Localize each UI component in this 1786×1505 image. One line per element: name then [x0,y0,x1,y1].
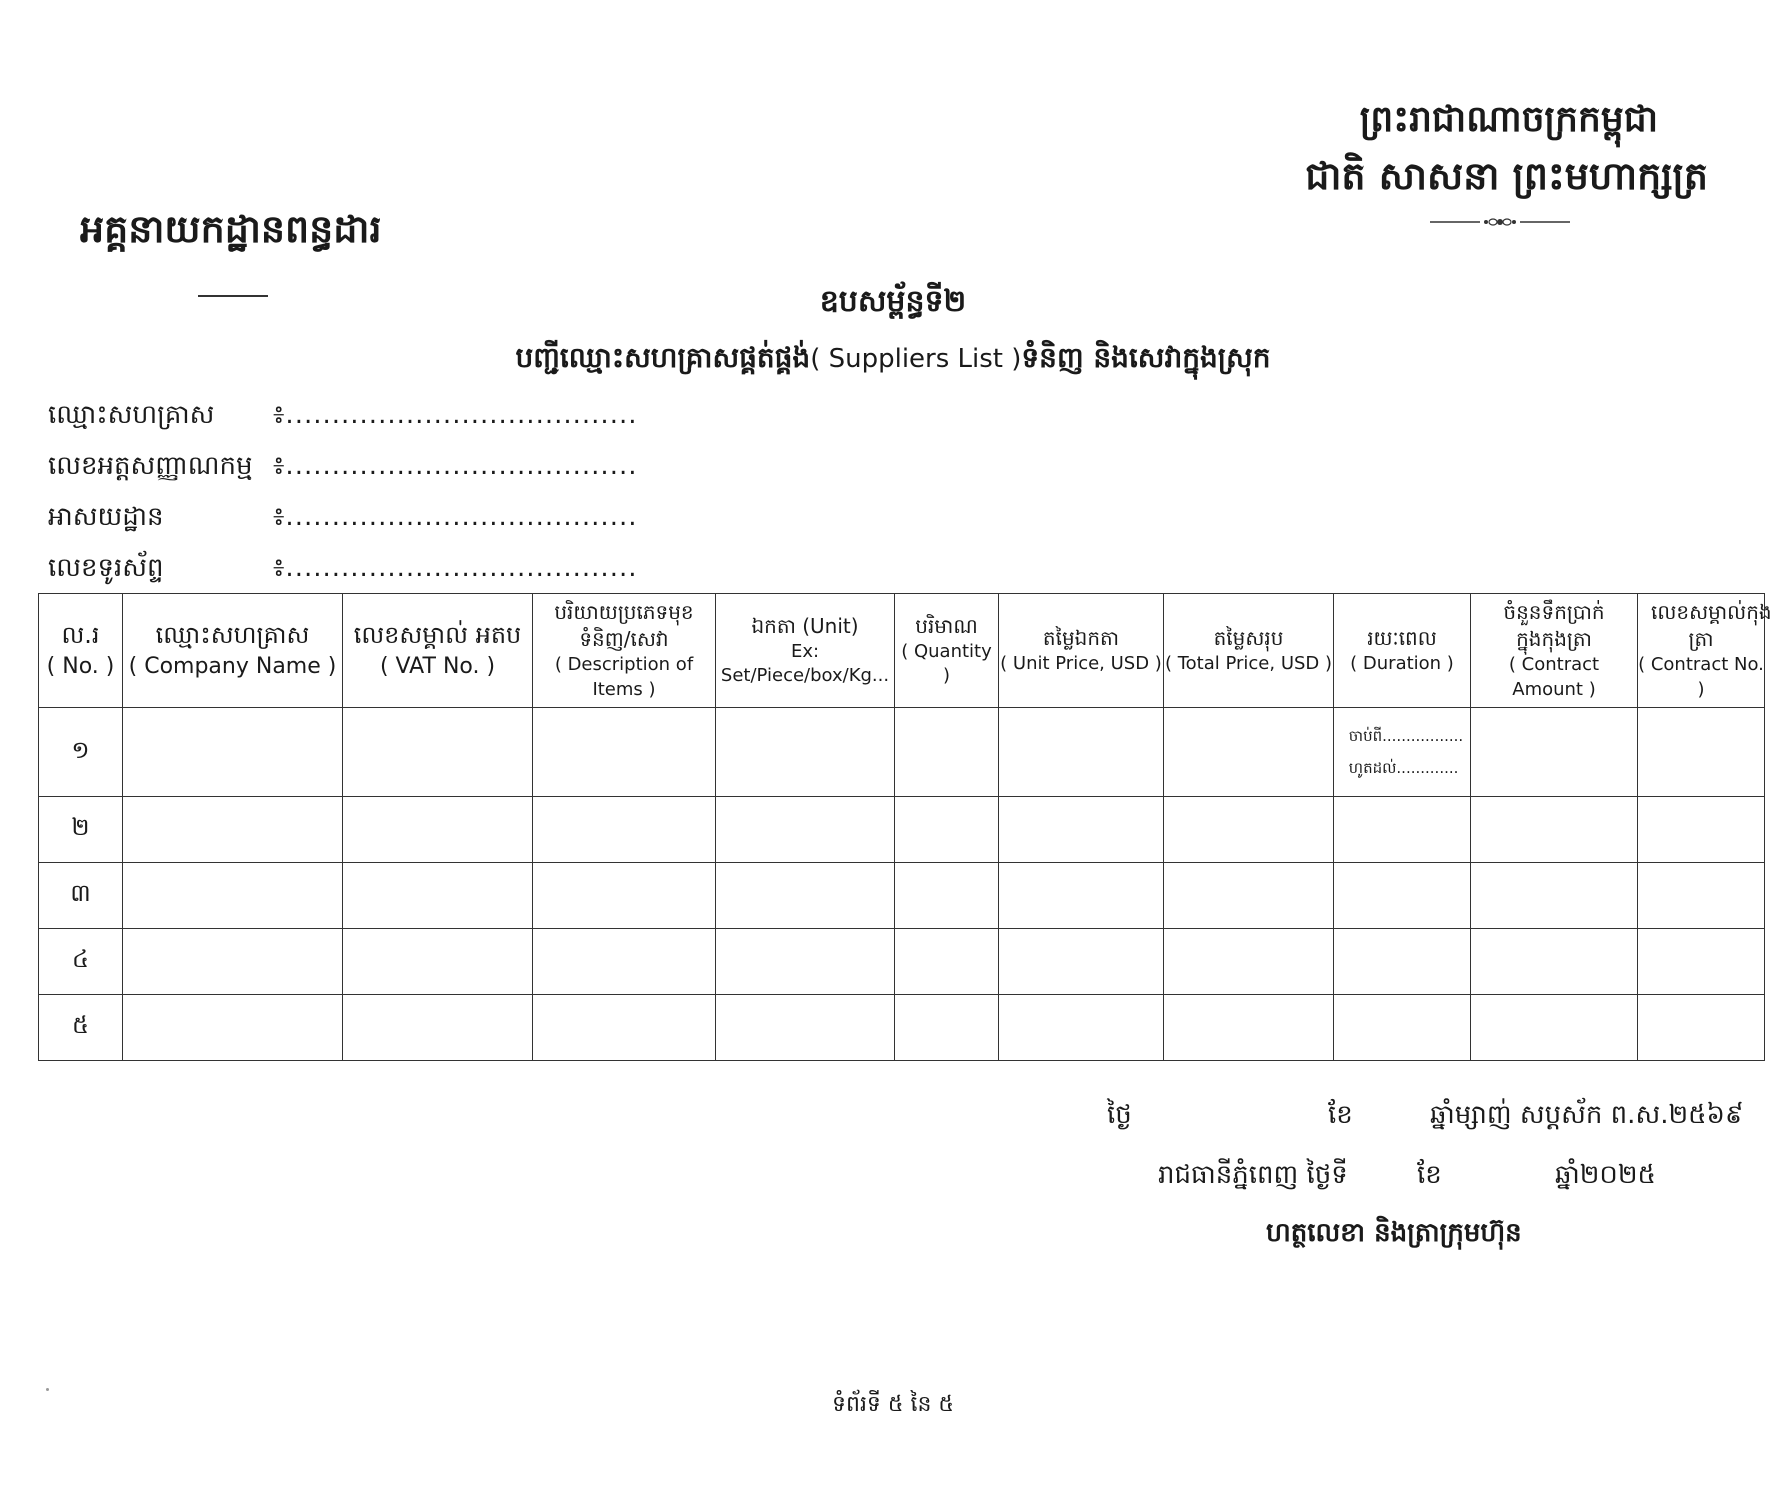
cell-vat[interactable] [343,863,533,929]
kingdom-title: ព្រះរាជាណាចក្រកម្ពុជា [1359,99,1658,140]
cell-quantity[interactable] [895,708,999,797]
cell-company[interactable] [123,708,343,797]
cell-company[interactable] [123,929,343,995]
cell-duration[interactable] [1334,708,1471,797]
lunar-month-label: ខែ [1328,1100,1353,1130]
cell-company[interactable] [123,863,343,929]
cell-unit[interactable] [716,797,895,863]
row-number: ២ [39,797,123,863]
cell-contract-amount[interactable] [1471,929,1638,995]
cell-total-price[interactable] [1164,995,1334,1061]
duration-to: ហូតដល់............. [1348,759,1459,777]
suppliers-table [38,593,1772,1061]
page-number: ទំព័រទី ៥ នៃ ៥ [832,1392,954,1417]
scan-speck [46,1388,49,1391]
row-number: ១ [39,708,123,797]
cell-duration[interactable] [1334,995,1471,1061]
cell-contract-no[interactable] [1638,708,1765,797]
cell-description[interactable] [533,797,716,863]
document-title [0,340,1786,381]
cell-unit[interactable] [716,863,895,929]
col-header-unit: ឯកតា (Unit) Ex: Set/Piece/box/Kg... [716,594,895,708]
table-row [39,708,1765,797]
col-header-duration: រយៈពេល ( Duration ) [1334,594,1471,708]
col-header-description: បរិយាយប្រភេទមុខទំនិញ/សេវា ( Description of Items ) [533,594,716,708]
row-number: ៣ [39,863,123,929]
cell-description[interactable] [533,863,716,929]
cell-duration[interactable] [1334,863,1471,929]
lunar-year-label: ឆ្នាំម្សាញ់ សប្តស័ក ព.ស.២៥៦៩ [1430,1100,1744,1130]
info-blank[interactable]: ៖...................................... [273,553,638,583]
cell-total-price[interactable] [1164,863,1334,929]
cell-contract-amount[interactable] [1471,995,1638,1061]
info-blank[interactable]: ៖...................................... [273,400,638,430]
cell-vat[interactable] [343,797,533,863]
cell-vat[interactable] [343,929,533,995]
cell-unit-price[interactable] [999,708,1164,797]
table-row [39,797,1765,863]
info-label: អាសយដ្ឋាន [48,502,164,532]
lunar-day-label: ថ្ងៃ [1107,1100,1132,1130]
annex-title: ឧបសម្ព័ន្ធទី២ [819,284,967,319]
title-suffix: ទំនិញ និងសេវាក្នុងស្រុក [1021,341,1271,374]
cell-quantity[interactable] [895,797,999,863]
cell-vat[interactable] [343,708,533,797]
cell-duration[interactable] [1334,929,1471,995]
cell-description[interactable] [533,929,716,995]
cell-unit[interactable] [716,995,895,1061]
info-label: លេខទូរស័ព្ទ [48,553,164,583]
table-row [39,863,1765,929]
cell-unit-price[interactable] [999,863,1164,929]
cell-contract-no[interactable] [1638,929,1765,995]
month-label: ខែ [1417,1160,1442,1190]
city-date-label: រាជធានីភ្នំពេញ ថ្ងៃទី [1158,1160,1348,1190]
cell-quantity[interactable] [895,863,999,929]
cell-unit-price[interactable] [999,797,1164,863]
cell-contract-no[interactable] [1638,863,1765,929]
duration-from: ចាប់ពី................. [1348,727,1464,745]
cell-quantity[interactable] [895,995,999,1061]
cell-contract-amount[interactable] [1471,863,1638,929]
cell-contract-amount[interactable] [1471,797,1638,863]
col-header-quantity: បរិមាណ ( Quantity ) [895,594,999,708]
department-name: អគ្គនាយកដ្ឋានពន្ធដារ [80,207,382,251]
cell-description[interactable] [533,995,716,1061]
cell-total-price[interactable] [1164,797,1334,863]
row-number: ៤ [39,929,123,995]
cell-duration[interactable] [1334,797,1471,863]
cell-company[interactable] [123,995,343,1061]
info-label: លេខអត្តសញ្ញាណកម្ម [48,451,253,481]
col-header-company: ឈ្មោះសហគ្រាស ( Company Name ) [123,594,343,708]
title-english: ( Suppliers List ) [810,344,1022,374]
info-label: ឈ្មោះសហគ្រាស [48,400,215,430]
cell-quantity[interactable] [895,929,999,995]
ornament-divider-icon [1430,212,1570,232]
cell-unit-price[interactable] [999,929,1164,995]
cell-contract-no[interactable] [1638,995,1765,1061]
col-header-no: ល.រ ( No. ) [39,594,123,708]
row-number: ៥ [39,995,123,1061]
cell-unit-price[interactable] [999,995,1164,1061]
col-header-contract-amount: ចំនួនទឹកប្រាក់ក្នុងកុងត្រា ( Contract Amount ) [1471,594,1638,708]
signature-label: ហត្ថលេខា និងត្រាក្រុមហ៊ុន [1266,1218,1522,1248]
title-prefix: បញ្ជីឈ្មោះសហគ្រាសផ្គត់ផ្គង់ [515,341,811,374]
cell-company[interactable] [123,797,343,863]
year-label: ឆ្នាំ២០២៥ [1555,1160,1656,1190]
cell-description[interactable] [533,708,716,797]
col-header-contract-no: លេខសម្គាល់កុងត្រា ( Contract No. ) [1638,594,1765,708]
col-header-unit-price: តម្លៃឯកតា ( Unit Price, USD ) [999,594,1164,708]
table-row [39,995,1765,1061]
col-header-vat: លេខសម្គាល់ អតប ( VAT No. ) [343,594,533,708]
info-blank[interactable]: ៖...................................... [273,451,638,481]
cell-total-price[interactable] [1164,929,1334,995]
national-motto: ជាតិ សាសនា ព្រះមហាក្សត្រ [1305,154,1708,198]
cell-unit[interactable] [716,708,895,797]
info-blank[interactable]: ៖...................................... [273,502,638,532]
table-row [39,929,1765,995]
cell-unit[interactable] [716,929,895,995]
cell-contract-amount[interactable] [1471,708,1638,797]
cell-total-price[interactable] [1164,708,1334,797]
table-header-row [39,594,1765,708]
col-header-total-price: តម្លៃសរុប ( Total Price, USD ) [1164,594,1334,708]
cell-contract-no[interactable] [1638,797,1765,863]
cell-vat[interactable] [343,995,533,1061]
